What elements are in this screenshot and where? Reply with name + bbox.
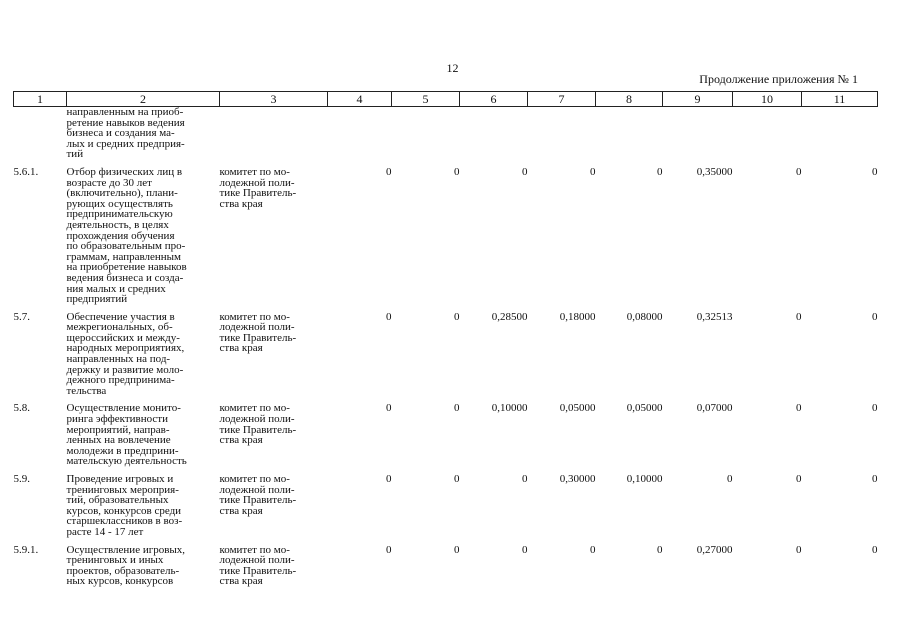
cell-item-number: 5.7. (13, 310, 30, 323)
cell-value-col-9: 0,35000 (696, 165, 733, 178)
budget-table (13, 91, 878, 587)
cell-value-col-5: 0 (454, 402, 460, 415)
continued-text: направленным на приоб- ретение навыков ведения бизнеса и создания ма- лых и средних предприя- тий (66, 106, 185, 161)
cell-value-col-8: 0 (657, 165, 663, 178)
column-header-2: 2 (67, 92, 220, 107)
column-header-4: 4 (328, 92, 392, 107)
cell-value-col-5: 0 (454, 165, 460, 178)
cell-responsible: комитет по мо- лодежной поли- тике Правитель- ства края (219, 165, 297, 210)
cell-responsible: комитет по мо- лодежной поли- тике Правитель- ства края (219, 473, 297, 517)
column-header-9: 9 (663, 92, 733, 107)
cell-value-col-9: 0 (727, 473, 733, 485)
cell-value-col-11: 0 (872, 310, 878, 323)
cell-responsible: комитет по мо- лодежной поли- тике Правитель- ства края (219, 310, 297, 355)
cell-value-col-8: 0 (657, 543, 663, 556)
cell-value-col-6: 0 (522, 543, 528, 556)
table-header-row (14, 92, 878, 107)
cell-responsible: комитет по мо- лодежной поли- тике Правитель- ства края (219, 402, 297, 447)
cell-num (14, 107, 67, 160)
cell-item-number: 5.9. (13, 473, 30, 485)
cell-value-col-10: 0 (796, 543, 802, 556)
column-header-8: 8 (596, 92, 663, 107)
cell-value-col-11: 0 (872, 165, 878, 178)
cell-item-number: 5.6.1. (13, 165, 39, 178)
cell-value-col-5: 0 (454, 310, 460, 323)
cell-value-col-6: 0,10000 (491, 402, 528, 415)
cell-value-col-7: 0 (590, 543, 596, 556)
cell-value-col-9: 0,32513 (696, 310, 733, 323)
table-row (14, 160, 878, 305)
cell-value-col-7: 0,18000 (559, 310, 596, 323)
cell-description (67, 107, 220, 160)
cell-value-col-9: 0,27000 (696, 543, 733, 556)
cell-value-col-4: 0 (386, 473, 392, 485)
column-header-1: 1 (14, 92, 67, 107)
cell-value-col-6: 0,28500 (491, 310, 528, 323)
cell-value-col-6: 0 (522, 165, 528, 178)
cell-description: Обеспечение участия в межрегиональных, об- щероссийских и между- народных мероприятиях, направленных на под- держку и развитие моло- дежного предпринима- тельства (66, 310, 185, 397)
cell-value-col-4: 0 (386, 543, 392, 556)
table-row (14, 467, 878, 538)
table-row-continued (14, 107, 878, 160)
cell-value-col-5: 0 (454, 543, 460, 556)
cell-empty (220, 107, 878, 160)
cell-value-col-8: 0,10000 (626, 473, 663, 485)
cell-value-col-7: 0,05000 (559, 402, 596, 415)
cell-value-col-10: 0 (796, 402, 802, 415)
cell-item-number: 5.9.1. (13, 543, 39, 556)
page-number: 12 (446, 61, 459, 75)
cell-value-col-11: 0 (872, 402, 878, 415)
table-row (14, 305, 878, 397)
cell-value-col-9: 0,07000 (696, 402, 733, 415)
column-header-6: 6 (460, 92, 528, 107)
cell-value-col-10: 0 (796, 165, 802, 178)
cell-description: Проведение игровых и тренинговых мероприя- тий, образовательных курсов, конкурсов среди старшеклассников в воз- расте 14 - 17 лет (66, 473, 183, 538)
cell-value-col-11: 0 (872, 473, 878, 485)
cell-value-col-7: 0 (590, 165, 596, 178)
cell-value-col-4: 0 (386, 402, 392, 415)
column-header-3: 3 (220, 92, 328, 107)
appendix-continuation-label: Продолжение приложения № 1 (699, 72, 858, 86)
table-row (14, 538, 878, 587)
cell-description: Осуществление монито- ринга эффективности мероприятий, направ- ленных на вовлечение молодежи в предприни- мательскую деятельность (66, 402, 187, 468)
cell-item-number: 5.8. (13, 402, 30, 415)
cell-value-col-10: 0 (796, 310, 802, 323)
cell-description: Отбор физических лиц в возрасте до 30 лет (включительно), плани- рующих осуществлять предпринимательскую деятельность, в целях прохождения обучения по образовательным про- граммам, направленным на приобретение навыков ведения бизнеса и созда- ния малых и средних предприятий (66, 165, 187, 306)
cell-value-col-7: 0,30000 (559, 473, 596, 485)
cell-value-col-4: 0 (386, 310, 392, 323)
cell-value-col-4: 0 (386, 165, 392, 178)
cell-description: Осуществление игровых, тренинговых и иных проектов, образователь- ных курсов, конкурсов (66, 543, 186, 588)
column-header-7: 7 (528, 92, 596, 107)
table-body (14, 107, 878, 587)
cell-responsible: комитет по мо- лодежной поли- тике Правитель- ства края (219, 543, 297, 588)
cell-value-col-6: 0 (522, 473, 528, 485)
cell-value-col-5: 0 (454, 473, 460, 485)
cell-value-col-8: 0,08000 (626, 310, 663, 323)
column-header-10: 10 (733, 92, 802, 107)
column-header-5: 5 (392, 92, 460, 107)
cell-value-col-10: 0 (796, 473, 802, 485)
cell-value-col-11: 0 (872, 543, 878, 556)
column-header-11: 11 (802, 92, 878, 107)
cell-value-col-8: 0,05000 (626, 402, 663, 415)
table-row (14, 396, 878, 467)
